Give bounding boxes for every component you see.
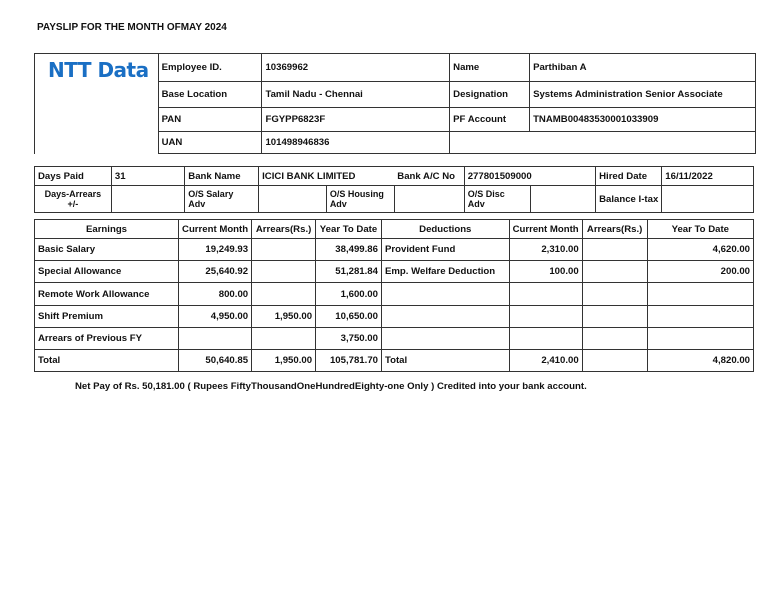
name-label: Name [450, 54, 530, 82]
os-salary-adv-value [259, 186, 327, 213]
empty-cell [450, 132, 756, 154]
deduction-name [381, 283, 509, 306]
header-d-arrears: Arrears(Rs.) [582, 220, 647, 239]
deduction-name: Total [381, 350, 509, 372]
os-housing-adv-line2: Adv [329, 199, 347, 209]
header-current-month: Current Month [179, 220, 252, 239]
deduction-ytd: 4,620.00 [647, 239, 753, 261]
earning-arrears [252, 328, 316, 350]
name-value: Parthiban A [530, 54, 756, 82]
balance-itax-label: Balance I-tax [596, 186, 662, 213]
os-salary-adv-line2: Adv [188, 199, 206, 209]
header-d-ytd: Year To Date [647, 220, 753, 239]
days-arrears-line2: +/- [67, 199, 79, 209]
earning-arrears [252, 239, 316, 261]
deduction-current: 2,310.00 [509, 239, 582, 261]
table-row [35, 283, 754, 306]
title-month: MAY 2024 [180, 22, 227, 33]
deduction-name [381, 306, 509, 328]
hired-date-value: 16/11/2022 [662, 167, 754, 186]
balance-itax-value [662, 186, 754, 213]
bank-ac-value: 277801509000 [464, 167, 595, 186]
earning-ytd: 105,781.70 [316, 350, 382, 372]
earning-ytd: 10,650.00 [316, 306, 382, 328]
earning-name: Basic Salary [35, 239, 179, 261]
table-row [35, 239, 754, 261]
deduction-ytd [647, 283, 753, 306]
earning-ytd: 51,281.84 [316, 261, 382, 283]
header-d-current-month: Current Month [509, 220, 582, 239]
earning-current: 50,640.85 [179, 350, 252, 372]
ntt-data-logo: NTT Data [48, 58, 149, 82]
header-deductions: Deductions [381, 220, 509, 239]
header-ytd: Year To Date [316, 220, 382, 239]
deduction-ytd [647, 328, 753, 350]
deduction-current [509, 328, 582, 350]
pf-account-label: PF Account [450, 108, 530, 132]
pf-account-value: TNAMB00483530001033909 [530, 108, 756, 132]
days-arrears-value [111, 186, 184, 213]
days-arrears-label [35, 186, 112, 213]
header-earnings: Earnings [35, 220, 179, 239]
deduction-arrears [582, 261, 647, 283]
deduction-ytd: 4,820.00 [647, 350, 753, 372]
earning-arrears: 1,950.00 [252, 350, 316, 372]
deduction-ytd [647, 306, 753, 328]
header-arrears: Arrears(Rs.) [252, 220, 316, 239]
base-location-label: Base Location [158, 82, 262, 108]
bank-name-value: ICICI BANK LIMITED [259, 167, 395, 186]
os-disc-adv-line2: Adv [467, 199, 485, 209]
os-disc-adv-label [464, 186, 530, 213]
deduction-arrears [582, 283, 647, 306]
earning-current: 25,640.92 [179, 261, 252, 283]
employee-id-value: 10369962 [262, 54, 450, 82]
uan-value: 101498946836 [262, 132, 450, 154]
base-location-value: Tamil Nadu - Chennai [262, 82, 450, 108]
table-row [35, 306, 754, 328]
deduction-arrears [582, 239, 647, 261]
payslip-title [37, 22, 227, 33]
deduction-current: 2,410.00 [509, 350, 582, 372]
title-text: PAYSLIP FOR THE MONTH OF [37, 22, 181, 33]
earning-current: 800.00 [179, 283, 252, 306]
deduction-arrears [582, 350, 647, 372]
earning-arrears: 1,950.00 [252, 306, 316, 328]
earning-name: Total [35, 350, 179, 372]
designation-value: Systems Administration Senior Associate [530, 82, 756, 108]
deduction-ytd: 200.00 [647, 261, 753, 283]
deduction-current [509, 283, 582, 306]
bank-name-label: Bank Name [185, 167, 259, 186]
earning-arrears [252, 283, 316, 306]
pan-label: PAN [158, 108, 262, 132]
deduction-name [381, 328, 509, 350]
deduction-name: Emp. Welfare Deduction [381, 261, 509, 283]
deduction-current [509, 306, 582, 328]
earning-current: 4,950.00 [179, 306, 252, 328]
earning-current: 19,249.93 [179, 239, 252, 261]
os-salary-adv-label [185, 186, 259, 213]
os-salary-adv-line1: O/S Salary [188, 189, 234, 199]
employee-id-label: Employee ID. [158, 54, 262, 82]
earning-name: Shift Premium [35, 306, 179, 328]
earning-name: Arrears of Previous FY [35, 328, 179, 350]
earning-current [179, 328, 252, 350]
os-housing-adv-label [326, 186, 394, 213]
earning-arrears [252, 261, 316, 283]
os-housing-adv-value [394, 186, 464, 213]
hired-date-label: Hired Date [596, 167, 662, 186]
deduction-current: 100.00 [509, 261, 582, 283]
earnings-deductions-table [34, 219, 754, 372]
earning-name: Special Allowance [35, 261, 179, 283]
bank-ac-label: Bank A/C No [394, 167, 464, 186]
earning-name: Remote Work Allowance [35, 283, 179, 306]
table-row [35, 328, 754, 350]
pan-value: FGYPP6823F [262, 108, 450, 132]
earning-ytd: 1,600.00 [316, 283, 382, 306]
deduction-name: Provident Fund [381, 239, 509, 261]
net-pay-statement: Net Pay of Rs. 50,181.00 ( Rupees FiftyThousandOneHundredEighty-one Only ) Credited into your bank account. [75, 381, 587, 392]
days-arrears-line1: Days-Arrears [44, 189, 102, 199]
uan-label: UAN [158, 132, 262, 154]
earning-ytd: 38,499.86 [316, 239, 382, 261]
os-disc-adv-line1: O/S Disc [467, 189, 505, 199]
os-housing-adv-line1: O/S Housing [329, 189, 384, 199]
days-paid-value: 31 [111, 167, 184, 186]
table-row-total [35, 350, 754, 372]
deduction-arrears [582, 306, 647, 328]
designation-label: Designation [450, 82, 530, 108]
days-paid-label: Days Paid [35, 167, 112, 186]
os-disc-adv-value [530, 186, 596, 213]
deduction-arrears [582, 328, 647, 350]
bank-info-table [34, 166, 754, 213]
earning-ytd: 3,750.00 [316, 328, 382, 350]
table-row [35, 261, 754, 283]
